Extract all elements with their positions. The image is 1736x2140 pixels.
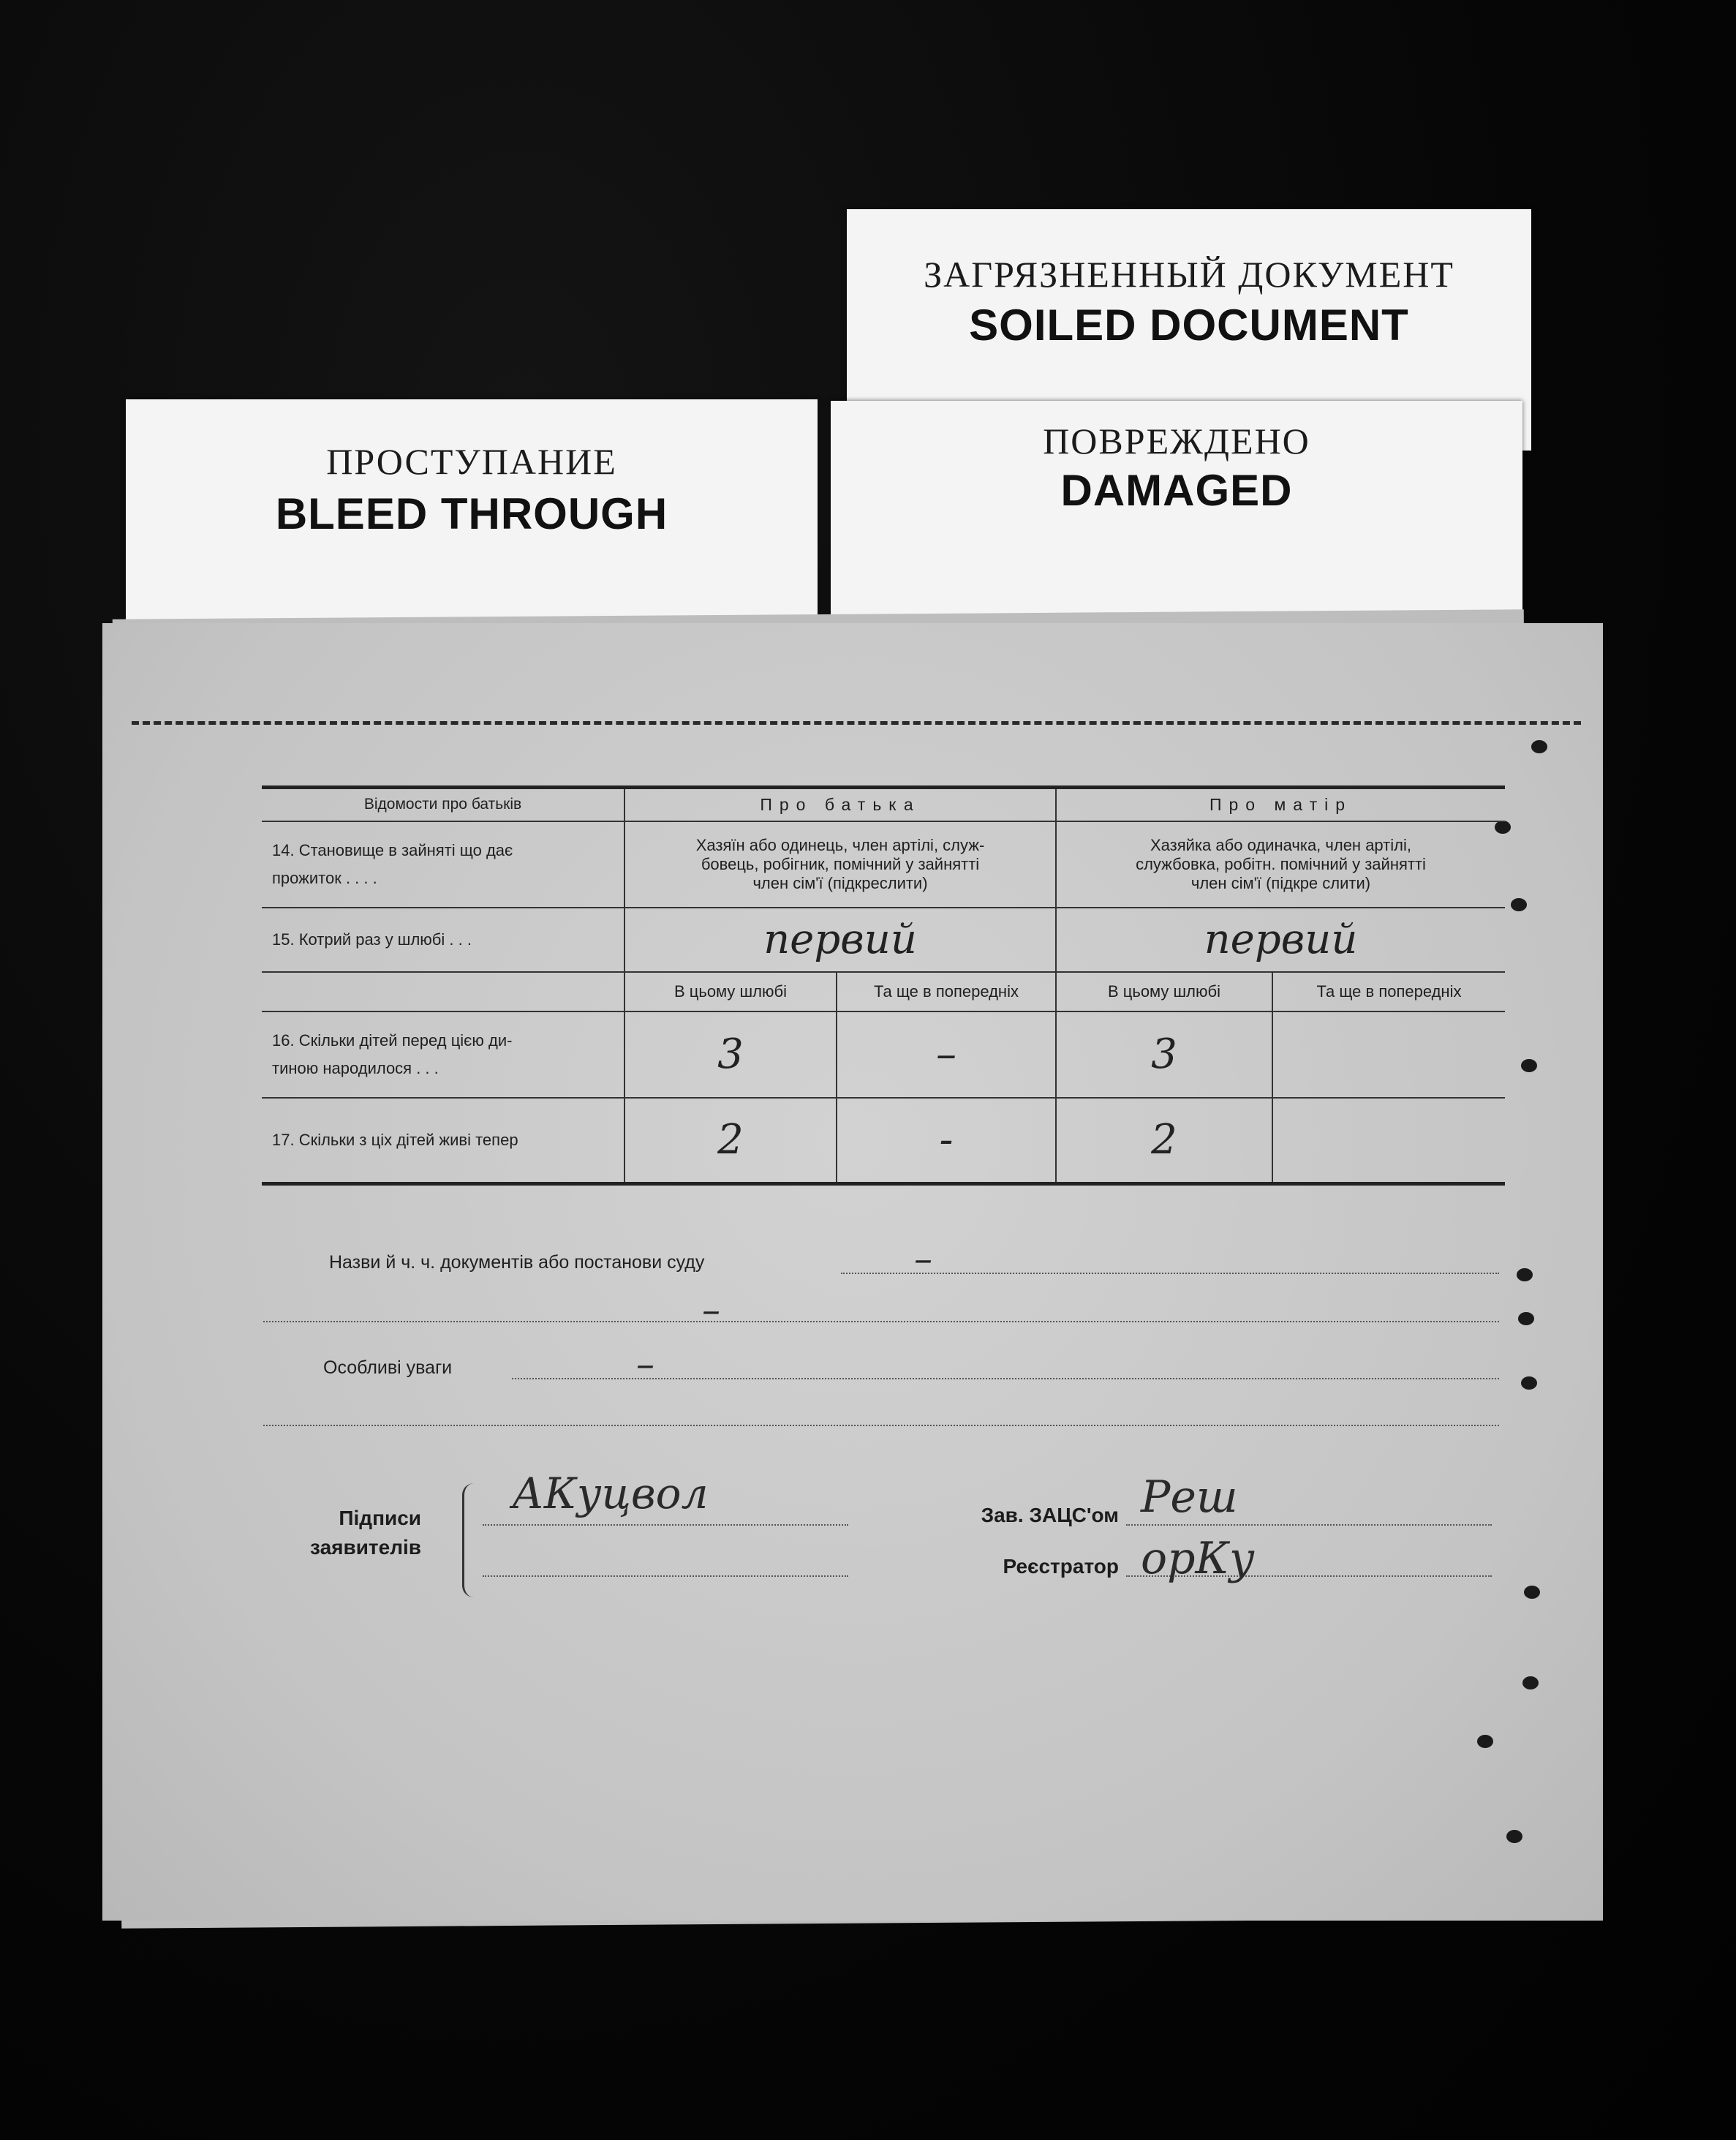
damaged-tag-en: DAMAGED xyxy=(1060,466,1293,515)
row-16-father-prev: – xyxy=(837,1011,1056,1098)
row-14-mother-line2: службовка, робітн. помічний у зайнятті xyxy=(1136,854,1426,873)
table-header-father: Про батька xyxy=(624,788,1056,821)
row-14-father-line1: Хазяїн або одинець, член артілі, служ- xyxy=(695,835,985,854)
applicant-signature-line-2 xyxy=(483,1575,848,1577)
binding-hole xyxy=(1531,740,1547,753)
row-14-label-line1: 14. Становище в зайняті що дає xyxy=(272,840,513,859)
registrar-signature: орКу xyxy=(1141,1533,1255,1584)
binding-hole xyxy=(1522,1676,1539,1689)
subheader-previous-father: Та ще в попередніх xyxy=(837,972,1056,1011)
soiled-tag-ru: ЗАГРЯЗНЕННЫЙ ДОКУМЕНТ xyxy=(924,254,1454,295)
head-signature-line xyxy=(1126,1524,1492,1526)
binding-hole xyxy=(1477,1735,1493,1748)
binding-hole xyxy=(1521,1376,1537,1390)
notes-line xyxy=(512,1378,1499,1379)
bleed-tag-en: BLEED THROUGH xyxy=(275,489,668,538)
subheader-blank xyxy=(262,972,624,1011)
applicant-signature-line-1 xyxy=(483,1524,848,1526)
bleed-through-tag xyxy=(126,399,818,641)
head-signature: Реш xyxy=(1141,1472,1238,1523)
binding-hole xyxy=(1524,1586,1540,1599)
row-14-mother-line3: член сім'ї (підкре слити) xyxy=(1190,873,1371,892)
parents-info-table xyxy=(262,785,1505,1186)
row-14-label-line2: прожиток . . . . xyxy=(272,868,377,887)
binding-hole xyxy=(1521,1059,1537,1072)
applicants-brace xyxy=(462,1483,475,1597)
row-17-mother-this: 2 xyxy=(1056,1098,1272,1184)
row-16-father-this: 3 xyxy=(624,1011,837,1098)
row-15-mother-value: первий xyxy=(1056,908,1505,972)
notes-label: Особливі уваги xyxy=(323,1357,453,1378)
documents-value: – xyxy=(914,1237,932,1280)
row-14-father-line3: член сім'ї (підкреслити) xyxy=(752,873,928,892)
subheader-this-marriage-father: В цьому шлюбі xyxy=(624,972,837,1011)
subheader-previous-mother: Та ще в попередніх xyxy=(1272,972,1505,1011)
documents-label: Назви й ч. ч. документів або постанови суду xyxy=(329,1252,705,1273)
damaged-tag-ru: ПОВРЕЖДЕНО xyxy=(1043,421,1310,461)
table-header-parents: Відомости про батьків xyxy=(262,788,624,821)
row-16-label xyxy=(262,1011,624,1098)
row-16-label-line1: 16. Скільки дітей перед цією ди- xyxy=(272,1031,513,1050)
documents-value-2: – xyxy=(702,1289,720,1331)
binding-hole xyxy=(1511,898,1527,911)
row-14-mother-line1: Хазяйка або одиначка, член артілі, xyxy=(1150,835,1411,854)
documents-line-2 xyxy=(263,1321,1499,1322)
binding-hole xyxy=(1518,1312,1534,1325)
table-header-mother: Про матір xyxy=(1056,788,1505,821)
damaged-tag xyxy=(831,401,1522,628)
row-16-label-line2: тиною народилося . . . xyxy=(272,1058,439,1077)
applicant-signature: АКуцвол xyxy=(512,1469,709,1518)
notes-line-2 xyxy=(263,1425,1499,1426)
registrar-label: Реєстратор xyxy=(1003,1555,1119,1578)
binding-hole xyxy=(1517,1268,1533,1281)
applicants-label-line1: Підписи xyxy=(339,1507,421,1529)
row-16-mother-this: 3 xyxy=(1056,1011,1272,1098)
binding-hole xyxy=(1506,1830,1522,1843)
row-14-father xyxy=(624,821,1056,908)
applicants-label-line2: заявителів xyxy=(310,1536,421,1559)
notes-value: – xyxy=(636,1343,654,1385)
row-14-father-line2: бовець, робігник, помічний у зайнятті xyxy=(701,854,980,873)
applicants-label xyxy=(285,1504,421,1562)
row-15-father-value: первий xyxy=(624,908,1056,972)
row-14-label xyxy=(262,821,624,908)
perforation-line xyxy=(132,721,1581,725)
row-15-label: 15. Котрий раз у шлюбі . . . xyxy=(262,908,624,972)
row-14-mother xyxy=(1056,821,1505,908)
row-17-father-prev: - xyxy=(837,1098,1056,1184)
row-17-label: 17. Скільки з ціх дітей живі тепер xyxy=(262,1098,624,1184)
subheader-this-marriage-mother: В цьому шлюбі xyxy=(1056,972,1272,1011)
soiled-tag-en: SOILED DOCUMENT xyxy=(969,301,1409,350)
row-17-father-this: 2 xyxy=(624,1098,837,1184)
row-17-mother-prev xyxy=(1272,1098,1505,1184)
documents-line xyxy=(841,1273,1499,1274)
record-sheet xyxy=(102,623,1603,1921)
head-label: Зав. ЗАЦС'ом xyxy=(981,1504,1119,1526)
row-16-mother-prev xyxy=(1272,1011,1505,1098)
bleed-tag-ru: ПРОСТУПАНИЕ xyxy=(326,441,617,482)
